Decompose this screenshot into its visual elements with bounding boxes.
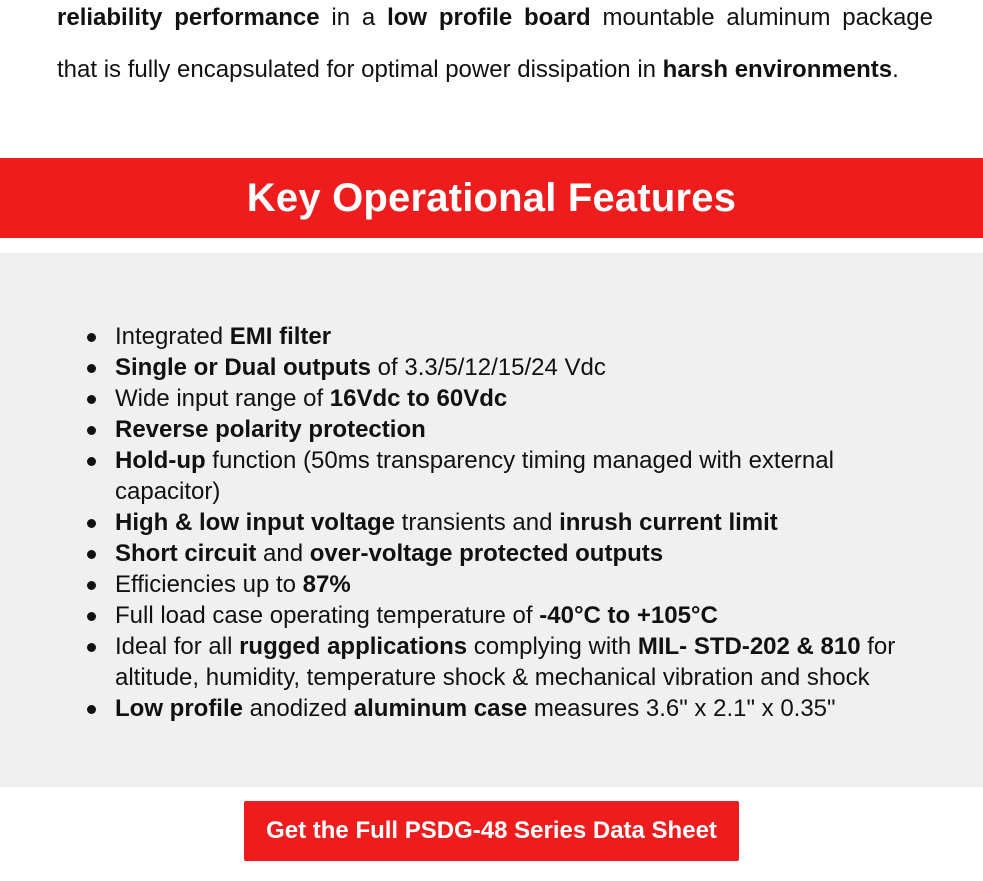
feature-text: -40°C to +105°C (539, 602, 718, 629)
feature-item (115, 507, 935, 538)
feature-text: Full load case operating temperature of (115, 602, 540, 629)
intro-text: harsh environments (662, 56, 893, 83)
feature-text: of 3.3/5/12/15/24 Vdc (371, 354, 606, 381)
feature-text: function (50ms transparency timing managed with external capacitor) (115, 447, 834, 505)
get-data-sheet-button[interactable]: Get the Full PSDG-48 Series Data Sheet (244, 801, 739, 861)
feature-text: inrush current limit (559, 509, 778, 536)
feature-item (115, 414, 935, 445)
feature-text: aluminum case (353, 695, 528, 722)
feature-text: Single or Dual outputs (115, 354, 371, 381)
feature-text: and (256, 540, 310, 567)
features-heading: Key Operational Features (246, 175, 737, 220)
feature-text: complying with (467, 633, 638, 660)
feature-text: Reverse polarity protection (115, 416, 426, 443)
feature-text: 16Vdc to 60Vdc (329, 385, 508, 412)
feature-item (115, 600, 935, 631)
feature-text: Efficiencies up to (115, 571, 303, 598)
feature-item (115, 321, 935, 352)
feature-text: over-voltage protected outputs (309, 540, 664, 567)
feature-text: anodized (243, 695, 354, 722)
features-banner (0, 158, 983, 238)
intro-paragraph (57, 0, 933, 96)
feature-item (115, 538, 935, 569)
feature-text: Ideal for all (115, 633, 240, 660)
feature-text: MIL- STD-202 & 810 (637, 633, 861, 660)
intro-text: . (892, 56, 899, 83)
feature-text: measures 3.6" x 2.1" x 0.35" (527, 695, 836, 722)
feature-item (115, 631, 935, 693)
feature-text: High & low input voltage (115, 509, 395, 536)
feature-text: Wide input range of (115, 385, 330, 412)
feature-text: Low profile (115, 695, 243, 722)
feature-item (115, 693, 935, 724)
intro-text: mountable aluminum package that is fully encapsulated for optimal power dissipation in (57, 4, 934, 83)
feature-text: transients and (394, 509, 560, 536)
features-panel (0, 253, 983, 787)
feature-text: EMI filter (229, 323, 332, 350)
intro-text: in a (319, 4, 388, 31)
feature-text: Integrated (115, 323, 230, 350)
feature-item (115, 383, 935, 414)
feature-text: Hold-up (115, 447, 206, 474)
feature-item (115, 352, 935, 383)
feature-text: rugged applications (239, 633, 468, 660)
feature-text: Short circuit (115, 540, 257, 567)
feature-item (115, 569, 935, 600)
intro-text: reliability performance (57, 4, 320, 31)
cta-container (0, 801, 983, 861)
feature-text: 87% (302, 571, 351, 598)
feature-text: for altitude, humidity, temperature shock & mechanical vibration and shock (115, 633, 896, 691)
feature-item (115, 445, 935, 507)
features-list (115, 321, 935, 724)
intro-text: low profile board (387, 4, 591, 31)
